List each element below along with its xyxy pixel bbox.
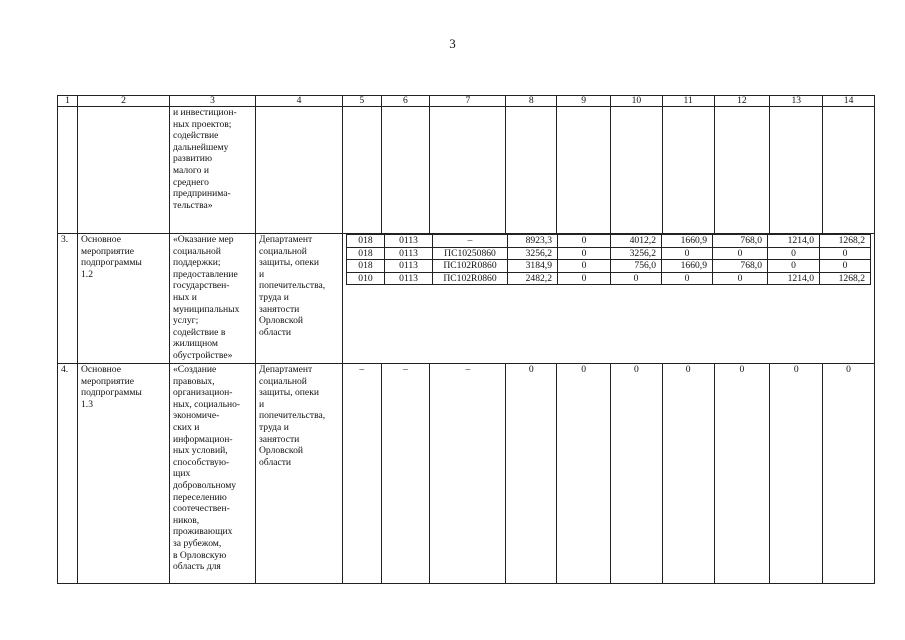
budget-line: 018 0113 ПС10250860 3256,2 0 3256,2 0 0 0 0: [347, 247, 871, 260]
header-cell: 11: [662, 96, 714, 107]
row-number: 3.: [58, 234, 78, 364]
row-number: 4.: [58, 364, 78, 584]
table-row-4: [58, 364, 875, 584]
header-cell: 5: [343, 96, 382, 107]
measure-name-cell: Основное мероприятие подпрограммы 1.3: [78, 364, 170, 584]
value-cell: 0: [557, 364, 611, 584]
budget-table: [57, 95, 875, 584]
header-cell: 8: [506, 96, 557, 107]
header-cell: 13: [770, 96, 823, 107]
value-cell: 0: [714, 364, 770, 584]
header-cell: 4: [256, 96, 343, 107]
header-cell: 14: [823, 96, 875, 107]
executor-cell: Департамент социальной защиты, опеки и попечительства, труда и занятости Орловской области: [256, 364, 343, 584]
measure-title-cell: «Оказание мер социальной поддержки; предоставление государствен- ных и муниципальных услуг; содействие в жилищном обустройстве»: [170, 234, 256, 364]
value-cell: –: [343, 364, 382, 584]
value-cell: –: [430, 364, 506, 584]
measure-title-cell: и инвестицион- ных проектов; содействие дальнейшему развитию малого и среднего предпринима- тельства»: [170, 107, 256, 234]
header-cell: 7: [430, 96, 506, 107]
header-cell: 1: [58, 96, 78, 107]
header-cell: 2: [78, 96, 170, 107]
budget-lines-cell: [343, 234, 875, 364]
budget-line: 010 0113 ПС102R0860 2482,2 0 0 0 0 1214,0 1268,2: [347, 272, 871, 285]
budget-line: 018 0113 – 8923,3 0 4012,2 1660,9 768,0 1214,0 1268,2: [347, 235, 871, 248]
value-cell: 0: [823, 364, 875, 584]
header-row: [58, 96, 875, 107]
header-cell: 12: [714, 96, 770, 107]
value-cell: –: [381, 364, 430, 584]
executor-cell: Департамент социальной защиты, опеки и попечительства, труда и занятости Орловской области: [256, 234, 343, 364]
page-number: 3: [449, 36, 456, 51]
measure-title-cell: «Создание правовых, организацион- ных, социально- экономиче- ских и информацион- ных условий, способствую- щих добровольному переселению соотечествен- ников, проживающих за рубежом, в Орловскую область для: [170, 364, 256, 584]
table-row-3: [58, 234, 875, 364]
header-cell: 3: [170, 96, 256, 107]
budget-line: 018 0113 ПС102R0860 3184,9 0 756,0 1660,9 768,0 0 0: [347, 260, 871, 273]
budget-lines: [346, 234, 871, 285]
value-cell: 0: [662, 364, 714, 584]
value-cell: 0: [610, 364, 662, 584]
table-row-continuation: [58, 107, 875, 234]
value-cell: 0: [770, 364, 823, 584]
header-cell: 10: [610, 96, 662, 107]
header-cell: 9: [557, 96, 611, 107]
value-cell: 0: [506, 364, 557, 584]
header-cell: 6: [381, 96, 430, 107]
measure-name-cell: Основное мероприятие подпрограммы 1.2: [78, 234, 170, 364]
